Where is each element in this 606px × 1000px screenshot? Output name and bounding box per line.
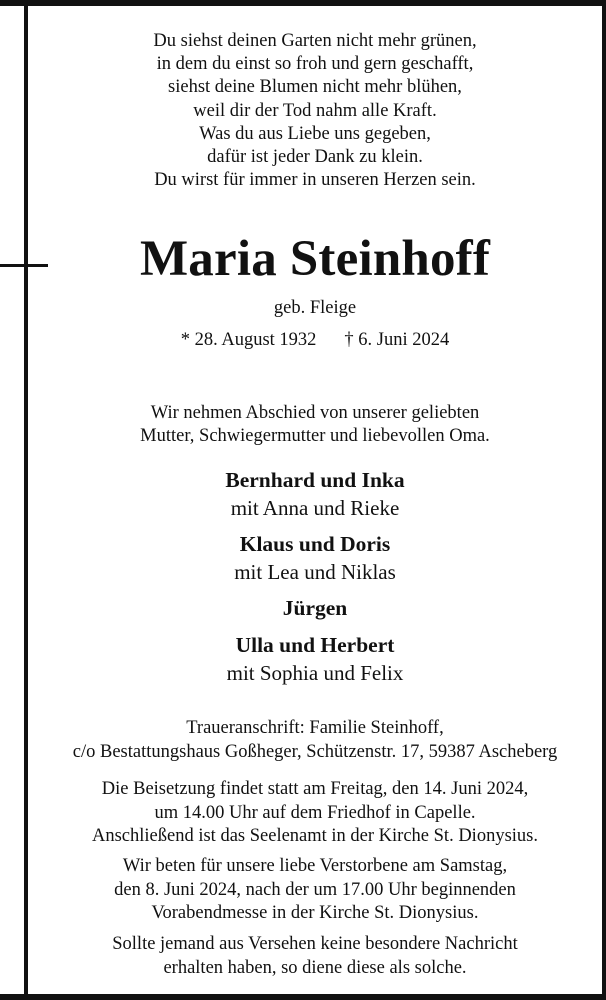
poem-line: weil dir der Tod nahm alle Kraft.	[193, 100, 437, 121]
address-line: Traueranschrift: Familie Steinhoff,	[186, 718, 444, 738]
death-date: † 6. Juni 2024	[344, 330, 450, 350]
poem	[24, 30, 606, 192]
note-line: erhalten haben, so diene diese als solche.	[163, 957, 467, 978]
mourner-name: Bernhard und Inka	[225, 468, 405, 492]
poem-line: Du siehst deinen Garten nicht mehr grünen,	[153, 31, 477, 51]
address-line: c/o Bestattungshaus Goßheger, Schützenstr. 17, 59387 Ascheberg	[72, 741, 558, 762]
mourner-children: mit Sophia und Felix	[226, 661, 404, 685]
mourner-name: Jürgen	[282, 596, 348, 620]
poem-line: in dem du einst so froh und gern geschafft,	[156, 54, 474, 75]
poem-line: dafür ist jeder Dank zu klein.	[207, 147, 423, 168]
life-dates	[24, 328, 606, 352]
mourners-list	[24, 465, 606, 687]
mass-line: Vorabendmesse in der Kirche St. Dionysius.	[151, 903, 479, 923]
closing-note	[24, 933, 606, 980]
mass-line: den 8. Juni 2024, nach der um 17.00 Uhr beginnenden	[114, 879, 516, 900]
funeral-line: Die Beisetzung findet statt am Freitag, den 14. Juni 2024,	[101, 779, 529, 799]
birth-name: geb. Fleige	[273, 298, 357, 318]
farewell-line: Wir nehmen Abschied von unserer geliebten	[150, 403, 480, 423]
poem-line: siehst deine Blumen nicht mehr blühen,	[168, 77, 462, 98]
poem-line: Du wirst für immer in unseren Herzen sein.	[154, 170, 476, 191]
farewell-line: Mutter, Schwiegermutter und liebevollen Oma.	[140, 426, 490, 446]
deceased-name: Maria Steinhoff	[139, 231, 491, 287]
mass-info	[24, 855, 606, 926]
mass-line: Wir beten für unsere liebe Verstorbene am Samstag,	[122, 856, 508, 876]
mourner-children: mit Anna und Rieke	[230, 496, 400, 520]
poem-line: Was du aus Liebe uns gegeben,	[199, 123, 431, 144]
funeral-info	[24, 778, 606, 849]
note-line: Sollte jemand aus Versehen keine besondere Nachricht	[112, 934, 518, 954]
funeral-line: Anschließend ist das Seelenamt in der Kirche St. Dionysius.	[92, 826, 538, 846]
birth-date: * 28. August 1932	[180, 330, 317, 350]
mourner-name: Ulla und Herbert	[235, 633, 395, 657]
mourner-children: mit Lea und Niklas	[234, 560, 396, 584]
mourner-name: Klaus und Doris	[239, 532, 391, 556]
farewell-text	[24, 402, 606, 448]
funeral-line: um 14.00 Uhr auf dem Friedhof in Capelle.	[154, 802, 476, 823]
mourning-address	[24, 717, 606, 764]
